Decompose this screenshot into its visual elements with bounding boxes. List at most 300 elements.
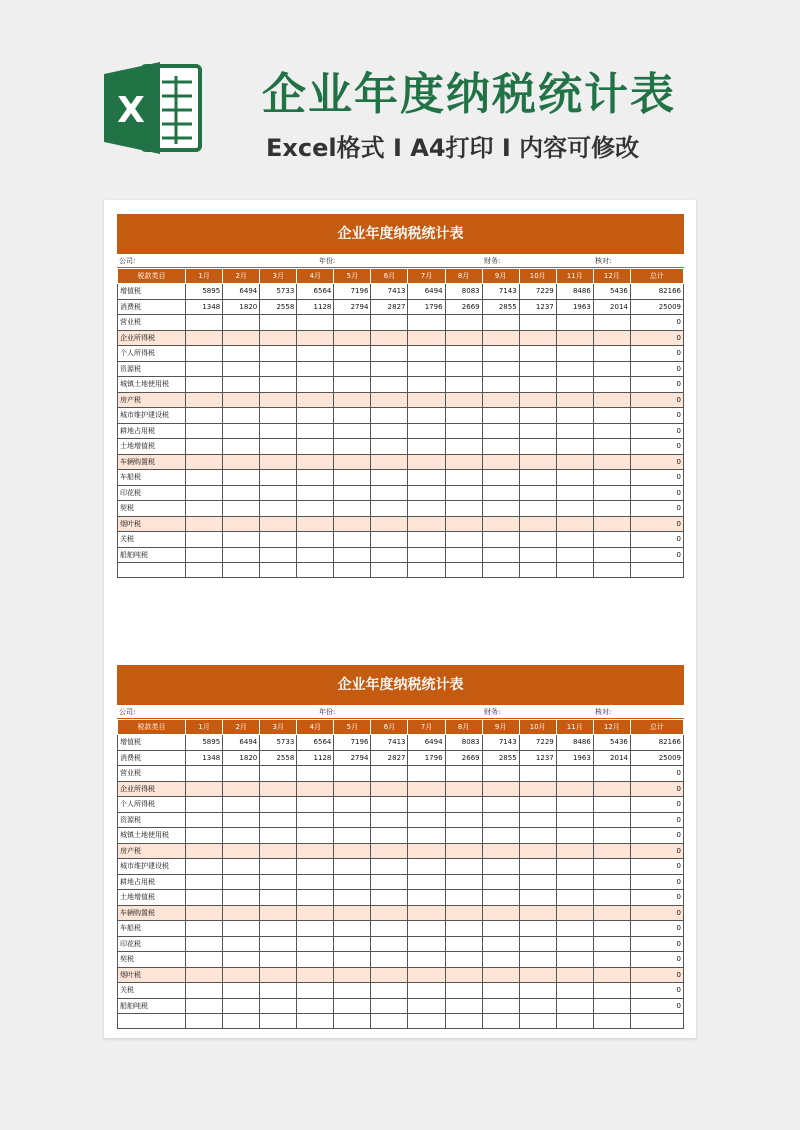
month-value-cell[interactable] (186, 905, 223, 921)
month-value-cell[interactable] (334, 315, 371, 331)
month-value-cell[interactable] (186, 874, 223, 890)
month-value-cell[interactable] (519, 423, 556, 439)
month-value-cell[interactable] (556, 828, 593, 844)
month-value-cell[interactable] (445, 423, 482, 439)
total-cell[interactable]: 0 (630, 485, 683, 501)
month-value-cell[interactable]: 7413 (371, 735, 408, 751)
month-value-cell[interactable] (593, 516, 630, 532)
tax-category-cell[interactable]: 车船税 (118, 470, 186, 486)
month-value-cell[interactable] (371, 998, 408, 1014)
empty-cell[interactable] (593, 1014, 630, 1029)
month-value-cell[interactable] (371, 874, 408, 890)
month-value-cell[interactable] (297, 392, 334, 408)
month-value-cell[interactable] (260, 485, 297, 501)
month-value-cell[interactable] (223, 890, 260, 906)
month-value-cell[interactable] (371, 346, 408, 362)
month-value-cell[interactable] (334, 470, 371, 486)
month-value-cell[interactable] (186, 330, 223, 346)
month-value-cell[interactable] (556, 346, 593, 362)
month-value-cell[interactable] (186, 952, 223, 968)
month-value-cell[interactable] (593, 936, 630, 952)
month-value-cell[interactable] (260, 439, 297, 455)
month-value-cell[interactable] (482, 408, 519, 424)
month-value-cell[interactable] (260, 346, 297, 362)
month-value-cell[interactable]: 1237 (519, 299, 556, 315)
month-value-cell[interactable] (260, 470, 297, 486)
month-value-cell[interactable] (334, 967, 371, 983)
month-value-cell[interactable] (260, 812, 297, 828)
tax-category-cell[interactable]: 土地增值税 (118, 439, 186, 455)
month-value-cell[interactable] (223, 439, 260, 455)
total-cell[interactable]: 0 (630, 516, 683, 532)
month-value-cell[interactable] (593, 532, 630, 548)
month-value-cell[interactable] (371, 470, 408, 486)
month-value-cell[interactable] (297, 983, 334, 999)
month-value-cell[interactable] (408, 439, 445, 455)
month-value-cell[interactable] (482, 952, 519, 968)
month-value-cell[interactable] (371, 843, 408, 859)
month-value-cell[interactable] (260, 516, 297, 532)
month-value-cell[interactable] (519, 921, 556, 937)
empty-cell[interactable] (186, 1014, 223, 1029)
month-value-cell[interactable] (593, 905, 630, 921)
month-value-cell[interactable]: 7143 (482, 284, 519, 300)
month-value-cell[interactable] (556, 532, 593, 548)
month-value-cell[interactable] (186, 377, 223, 393)
month-value-cell[interactable]: 1796 (408, 299, 445, 315)
month-value-cell[interactable] (408, 952, 445, 968)
month-value-cell[interactable]: 5733 (260, 284, 297, 300)
tax-category-cell[interactable]: 城镇土地使用税 (118, 377, 186, 393)
empty-cell[interactable] (408, 563, 445, 578)
month-value-cell[interactable] (223, 905, 260, 921)
month-value-cell[interactable] (223, 812, 260, 828)
month-value-cell[interactable] (593, 967, 630, 983)
total-cell[interactable]: 0 (630, 797, 683, 813)
month-value-cell[interactable] (371, 983, 408, 999)
month-value-cell[interactable] (223, 766, 260, 782)
month-value-cell[interactable] (408, 346, 445, 362)
month-value-cell[interactable] (223, 423, 260, 439)
month-value-cell[interactable] (408, 843, 445, 859)
month-value-cell[interactable] (223, 346, 260, 362)
month-value-cell[interactable] (519, 392, 556, 408)
month-value-cell[interactable] (186, 983, 223, 999)
month-value-cell[interactable] (445, 843, 482, 859)
month-value-cell[interactable] (556, 952, 593, 968)
month-value-cell[interactable]: 7413 (371, 284, 408, 300)
empty-cell[interactable] (556, 563, 593, 578)
month-value-cell[interactable] (408, 547, 445, 563)
month-value-cell[interactable] (556, 377, 593, 393)
month-value-cell[interactable] (334, 890, 371, 906)
tax-category-cell[interactable]: 土地增值税 (118, 890, 186, 906)
month-value-cell[interactable] (593, 485, 630, 501)
tax-category-cell[interactable]: 车船税 (118, 921, 186, 937)
total-cell[interactable]: 0 (630, 967, 683, 983)
month-value-cell[interactable] (223, 377, 260, 393)
month-value-cell[interactable] (556, 408, 593, 424)
month-value-cell[interactable]: 1348 (186, 299, 223, 315)
total-cell[interactable]: 0 (630, 952, 683, 968)
month-value-cell[interactable] (445, 485, 482, 501)
month-value-cell[interactable] (519, 485, 556, 501)
month-value-cell[interactable] (445, 547, 482, 563)
month-value-cell[interactable] (482, 547, 519, 563)
month-value-cell[interactable] (223, 532, 260, 548)
month-value-cell[interactable] (482, 967, 519, 983)
empty-cell[interactable] (118, 563, 186, 578)
month-value-cell[interactable] (371, 859, 408, 875)
month-value-cell[interactable] (371, 828, 408, 844)
month-value-cell[interactable] (519, 330, 556, 346)
month-value-cell[interactable]: 1820 (223, 299, 260, 315)
month-value-cell[interactable] (297, 377, 334, 393)
month-value-cell[interactable] (408, 905, 445, 921)
total-cell[interactable]: 0 (630, 454, 683, 470)
month-value-cell[interactable] (334, 330, 371, 346)
month-value-cell[interactable] (482, 797, 519, 813)
month-value-cell[interactable] (593, 781, 630, 797)
month-value-cell[interactable] (408, 936, 445, 952)
month-value-cell[interactable] (186, 361, 223, 377)
month-value-cell[interactable] (223, 516, 260, 532)
month-value-cell[interactable] (593, 454, 630, 470)
empty-cell[interactable] (630, 1014, 683, 1029)
month-value-cell[interactable] (223, 921, 260, 937)
month-value-cell[interactable] (223, 485, 260, 501)
month-value-cell[interactable] (519, 812, 556, 828)
month-value-cell[interactable] (519, 874, 556, 890)
empty-cell[interactable] (118, 1014, 186, 1029)
month-value-cell[interactable] (297, 781, 334, 797)
month-value-cell[interactable] (482, 905, 519, 921)
month-value-cell[interactable] (593, 998, 630, 1014)
tax-category-cell[interactable]: 车辆购置税 (118, 905, 186, 921)
month-value-cell[interactable] (519, 516, 556, 532)
month-value-cell[interactable] (556, 361, 593, 377)
month-value-cell[interactable] (408, 967, 445, 983)
empty-cell[interactable] (334, 1014, 371, 1029)
month-value-cell[interactable] (223, 781, 260, 797)
month-value-cell[interactable] (445, 998, 482, 1014)
total-cell[interactable]: 0 (630, 330, 683, 346)
month-value-cell[interactable] (408, 983, 445, 999)
month-value-cell[interactable] (334, 781, 371, 797)
month-value-cell[interactable] (593, 890, 630, 906)
month-value-cell[interactable] (556, 905, 593, 921)
tax-category-cell[interactable]: 契税 (118, 952, 186, 968)
month-value-cell[interactable] (297, 828, 334, 844)
month-value-cell[interactable] (334, 439, 371, 455)
month-value-cell[interactable] (482, 454, 519, 470)
month-value-cell[interactable] (445, 921, 482, 937)
month-value-cell[interactable] (445, 983, 482, 999)
month-value-cell[interactable] (593, 983, 630, 999)
month-value-cell[interactable]: 6494 (223, 284, 260, 300)
month-value-cell[interactable] (593, 874, 630, 890)
tax-category-cell[interactable]: 耕地占用税 (118, 423, 186, 439)
empty-cell[interactable] (223, 563, 260, 578)
month-value-cell[interactable] (556, 936, 593, 952)
month-value-cell[interactable]: 1128 (297, 299, 334, 315)
month-value-cell[interactable] (371, 921, 408, 937)
month-value-cell[interactable] (445, 952, 482, 968)
month-value-cell[interactable] (519, 408, 556, 424)
month-value-cell[interactable] (223, 952, 260, 968)
month-value-cell[interactable] (519, 781, 556, 797)
month-value-cell[interactable] (260, 967, 297, 983)
month-value-cell[interactable] (297, 330, 334, 346)
month-value-cell[interactable] (371, 890, 408, 906)
month-value-cell[interactable] (371, 952, 408, 968)
month-value-cell[interactable] (186, 454, 223, 470)
month-value-cell[interactable] (297, 967, 334, 983)
month-value-cell[interactable] (593, 470, 630, 486)
month-value-cell[interactable] (260, 423, 297, 439)
month-value-cell[interactable] (408, 470, 445, 486)
total-cell[interactable]: 0 (630, 361, 683, 377)
total-cell[interactable]: 25009 (630, 299, 683, 315)
tax-category-cell[interactable]: 企业所得税 (118, 330, 186, 346)
tax-category-cell[interactable]: 企业所得税 (118, 781, 186, 797)
total-cell[interactable]: 0 (630, 377, 683, 393)
month-value-cell[interactable] (186, 797, 223, 813)
month-value-cell[interactable] (297, 346, 334, 362)
month-value-cell[interactable] (371, 532, 408, 548)
total-cell[interactable]: 0 (630, 781, 683, 797)
month-value-cell[interactable] (445, 330, 482, 346)
month-value-cell[interactable] (519, 346, 556, 362)
total-cell[interactable]: 0 (630, 983, 683, 999)
empty-cell[interactable] (297, 1014, 334, 1029)
month-value-cell[interactable] (556, 797, 593, 813)
month-value-cell[interactable] (408, 501, 445, 517)
month-value-cell[interactable] (223, 501, 260, 517)
month-value-cell[interactable]: 1963 (556, 299, 593, 315)
month-value-cell[interactable] (519, 377, 556, 393)
empty-cell[interactable] (556, 1014, 593, 1029)
month-value-cell[interactable] (186, 812, 223, 828)
month-value-cell[interactable]: 2827 (371, 299, 408, 315)
month-value-cell[interactable] (334, 843, 371, 859)
month-value-cell[interactable] (482, 439, 519, 455)
month-value-cell[interactable] (186, 936, 223, 952)
month-value-cell[interactable] (371, 967, 408, 983)
month-value-cell[interactable] (593, 766, 630, 782)
empty-cell[interactable] (260, 1014, 297, 1029)
month-value-cell[interactable] (556, 781, 593, 797)
month-value-cell[interactable] (186, 423, 223, 439)
empty-cell[interactable] (334, 563, 371, 578)
month-value-cell[interactable] (445, 392, 482, 408)
month-value-cell[interactable]: 8083 (445, 735, 482, 751)
month-value-cell[interactable] (223, 470, 260, 486)
total-cell[interactable]: 0 (630, 812, 683, 828)
month-value-cell[interactable] (186, 346, 223, 362)
month-value-cell[interactable] (297, 812, 334, 828)
empty-cell[interactable] (482, 563, 519, 578)
month-value-cell[interactable] (556, 843, 593, 859)
month-value-cell[interactable] (297, 516, 334, 532)
month-value-cell[interactable] (556, 998, 593, 1014)
month-value-cell[interactable] (445, 781, 482, 797)
month-value-cell[interactable] (297, 890, 334, 906)
month-value-cell[interactable] (593, 439, 630, 455)
month-value-cell[interactable] (223, 392, 260, 408)
month-value-cell[interactable] (223, 874, 260, 890)
month-value-cell[interactable] (371, 392, 408, 408)
month-value-cell[interactable]: 5895 (186, 284, 223, 300)
month-value-cell[interactable]: 7196 (334, 284, 371, 300)
month-value-cell[interactable] (260, 315, 297, 331)
empty-cell[interactable] (519, 1014, 556, 1029)
tax-category-cell[interactable]: 营业税 (118, 315, 186, 331)
month-value-cell[interactable]: 7229 (519, 735, 556, 751)
month-value-cell[interactable] (593, 859, 630, 875)
month-value-cell[interactable] (297, 361, 334, 377)
month-value-cell[interactable] (519, 766, 556, 782)
month-value-cell[interactable] (186, 890, 223, 906)
month-value-cell[interactable] (482, 936, 519, 952)
month-value-cell[interactable]: 2855 (482, 750, 519, 766)
month-value-cell[interactable]: 1796 (408, 750, 445, 766)
month-value-cell[interactable]: 1348 (186, 750, 223, 766)
month-value-cell[interactable] (223, 797, 260, 813)
month-value-cell[interactable]: 2558 (260, 299, 297, 315)
month-value-cell[interactable] (297, 921, 334, 937)
month-value-cell[interactable]: 7143 (482, 735, 519, 751)
month-value-cell[interactable] (445, 439, 482, 455)
month-value-cell[interactable] (519, 797, 556, 813)
month-value-cell[interactable] (297, 797, 334, 813)
tax-category-cell[interactable]: 城镇土地使用税 (118, 828, 186, 844)
month-value-cell[interactable] (593, 921, 630, 937)
month-value-cell[interactable] (482, 812, 519, 828)
month-value-cell[interactable] (334, 952, 371, 968)
month-value-cell[interactable] (334, 454, 371, 470)
month-value-cell[interactable] (371, 516, 408, 532)
month-value-cell[interactable] (186, 859, 223, 875)
tax-category-cell[interactable]: 关税 (118, 532, 186, 548)
month-value-cell[interactable] (556, 516, 593, 532)
month-value-cell[interactable] (519, 532, 556, 548)
month-value-cell[interactable]: 2794 (334, 750, 371, 766)
month-value-cell[interactable] (223, 547, 260, 563)
month-value-cell[interactable] (371, 766, 408, 782)
month-value-cell[interactable] (334, 377, 371, 393)
month-value-cell[interactable] (556, 983, 593, 999)
month-value-cell[interactable] (408, 408, 445, 424)
month-value-cell[interactable] (186, 516, 223, 532)
month-value-cell[interactable] (445, 766, 482, 782)
month-value-cell[interactable] (260, 905, 297, 921)
month-value-cell[interactable] (371, 547, 408, 563)
month-value-cell[interactable] (482, 874, 519, 890)
month-value-cell[interactable] (445, 967, 482, 983)
month-value-cell[interactable] (556, 315, 593, 331)
total-cell[interactable]: 0 (630, 905, 683, 921)
month-value-cell[interactable] (593, 812, 630, 828)
total-cell[interactable]: 0 (630, 843, 683, 859)
month-value-cell[interactable] (223, 859, 260, 875)
empty-cell[interactable] (445, 563, 482, 578)
month-value-cell[interactable] (223, 330, 260, 346)
month-value-cell[interactable] (260, 983, 297, 999)
month-value-cell[interactable] (260, 330, 297, 346)
tax-category-cell[interactable]: 城市维护建设税 (118, 859, 186, 875)
month-value-cell[interactable] (408, 330, 445, 346)
month-value-cell[interactable]: 5436 (593, 284, 630, 300)
month-value-cell[interactable] (408, 998, 445, 1014)
month-value-cell[interactable] (482, 516, 519, 532)
month-value-cell[interactable] (297, 454, 334, 470)
month-value-cell[interactable] (334, 516, 371, 532)
month-value-cell[interactable] (556, 766, 593, 782)
empty-cell[interactable] (482, 1014, 519, 1029)
tax-category-cell[interactable]: 烟叶税 (118, 516, 186, 532)
tax-category-cell[interactable]: 关税 (118, 983, 186, 999)
month-value-cell[interactable]: 2855 (482, 299, 519, 315)
month-value-cell[interactable] (334, 921, 371, 937)
month-value-cell[interactable] (223, 828, 260, 844)
month-value-cell[interactable] (482, 843, 519, 859)
empty-cell[interactable] (371, 1014, 408, 1029)
empty-cell[interactable] (519, 563, 556, 578)
month-value-cell[interactable] (556, 485, 593, 501)
total-cell[interactable]: 0 (630, 921, 683, 937)
month-value-cell[interactable] (519, 454, 556, 470)
tax-category-cell[interactable]: 资源税 (118, 812, 186, 828)
month-value-cell[interactable] (482, 315, 519, 331)
month-value-cell[interactable] (223, 998, 260, 1014)
month-value-cell[interactable] (260, 859, 297, 875)
month-value-cell[interactable] (186, 967, 223, 983)
month-value-cell[interactable] (556, 470, 593, 486)
month-value-cell[interactable] (334, 874, 371, 890)
month-value-cell[interactable]: 8486 (556, 735, 593, 751)
tax-category-cell[interactable]: 消费税 (118, 299, 186, 315)
month-value-cell[interactable] (482, 890, 519, 906)
total-cell[interactable]: 0 (630, 547, 683, 563)
month-value-cell[interactable] (297, 766, 334, 782)
month-value-cell[interactable] (186, 485, 223, 501)
month-value-cell[interactable] (408, 516, 445, 532)
month-value-cell[interactable] (482, 501, 519, 517)
month-value-cell[interactable] (334, 423, 371, 439)
month-value-cell[interactable] (519, 905, 556, 921)
empty-cell[interactable] (260, 563, 297, 578)
month-value-cell[interactable] (445, 797, 482, 813)
month-value-cell[interactable] (371, 361, 408, 377)
month-value-cell[interactable] (593, 377, 630, 393)
month-value-cell[interactable] (371, 797, 408, 813)
month-value-cell[interactable] (371, 781, 408, 797)
month-value-cell[interactable] (260, 936, 297, 952)
month-value-cell[interactable] (186, 998, 223, 1014)
month-value-cell[interactable] (334, 392, 371, 408)
month-value-cell[interactable] (408, 392, 445, 408)
month-value-cell[interactable]: 6494 (408, 735, 445, 751)
month-value-cell[interactable] (334, 766, 371, 782)
month-value-cell[interactable] (593, 423, 630, 439)
month-value-cell[interactable] (482, 423, 519, 439)
month-value-cell[interactable] (371, 377, 408, 393)
month-value-cell[interactable] (556, 439, 593, 455)
month-value-cell[interactable] (445, 516, 482, 532)
month-value-cell[interactable] (482, 781, 519, 797)
month-value-cell[interactable] (445, 315, 482, 331)
